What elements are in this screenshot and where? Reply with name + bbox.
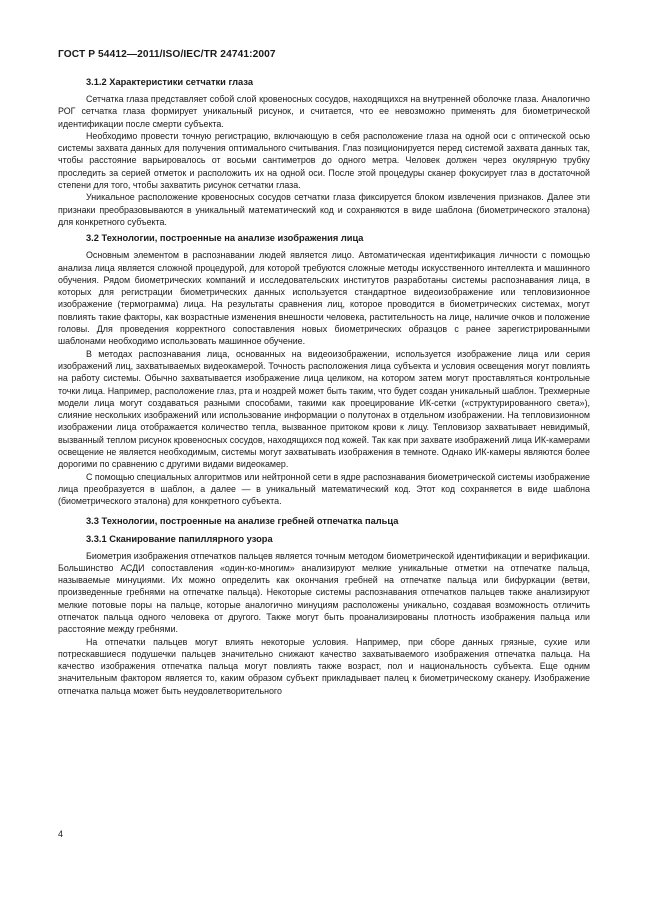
heading-3-2: 3.2 Технологии, построенные на анализе изображения лица xyxy=(86,233,364,244)
document-body xyxy=(58,75,590,697)
heading-3-3-1: 3.3.1 Сканирование папиллярного узора xyxy=(86,533,273,544)
paragraph: На отпечатки пальцев могут влиять некоторые условия. Например, при сборе данных грязные, сухие или потрескавшиеся подушечки пальцев значительно снижают качество захватываемого изображения отпечатка пальца. На качество изображения отпечатка пальца могут повлиять также возраст, пол и национальность субъекта. Еще одним значительным фактором является то, каким образом субъект прикладывает палец к биометрическому сканеру. Изображение отпечатка пальца может быть неудовлетворительного xyxy=(58,636,590,696)
heading-3-1-2: 3.1.2 Характеристики сетчатки глаза xyxy=(86,77,253,87)
paragraph: Основным элементом в распознавании людей является лицо. Автоматическая идентификация личности с помощью анализа лица является сложной процедурой, для которой требуются сложные методы искусственного интеллекта и машинного обучения. Рядом биометрических компаний и исследовательских институтов разработаны системы распознавания лица, в которых для регистрации биометрических данных используется стандартное видеоизображение или тепловизионное изображение (термограмма) лица. На результаты сравнения лиц, которое проводится в биометрических системах, могут повлиять такие факторы, как возрастные изменения внешности человека, растительность на лице, наличие очков и положение головы. Для проведения корректного сопоставления новых биометрических образцов с ранее зарегистрированными шаблонами необходимо использовать машинное обучение. xyxy=(58,250,590,347)
paragraph: Сетчатка глаза представляет собой слой кровеносных сосудов, находящихся на внутренней оболочке глаза. Аналогично РОГ сетчатка глаза формирует уникальный рисунок, и считается, что ее невозможно применять для биометрической идентификации после смерти субъекта. xyxy=(58,94,590,129)
paragraph: С помощью специальных алгоритмов или нейтронной сети в ядре распознавания биометрической системы изображение лица преобразуется в шаблон, а далее — в уникальный математический код. Этот код сохраняется в виде шаблона (биометрического эталона) для конкретного субъекта. xyxy=(58,471,590,507)
paragraph: Уникальное расположение кровеносных сосудов сетчатки глаза фиксируется блоком извлечения признаков. Далее эти признаки преобразовываются в уникальный математический код и сохраняются в виде шаблона (биометрического эталона) для конкретного субъекта. xyxy=(58,192,590,227)
heading-3-3: 3.3 Технологии, построенные на анализе гребней отпечатка пальца xyxy=(86,515,399,526)
paragraph: Биометрия изображения отпечатков пальцев является точным методом биометрической идентификации и верификации. Большинство АСДИ сопоставления «один-ко-многим» анализируют мелкие уникальные отметки на отпечатке пальца, называемые минуциями. Их можно определить как окончания гребней на отпечатке пальца или бифуркации (ветви, произведенные гребнями на отпечатке пальца). Некоторые системы распознавания отпечатков пальцев также анализируют мелкие потовые поры на пальце, которые аналогично минуциям расположены уникально, создавая возможность отличить отпечаток пальца одного человека от другого. Также могут быть проанализированы плотность изображения пальца или расстояние между гребнями. xyxy=(58,550,590,635)
paragraph: Необходимо провести точную регистрацию, включающую в себя расположение глаза на одной оси с оптической осью системы захвата данных для получения оптимального считывания. Глаз позиционируется перед системой захвата данных так, чтобы расстояние варьировалось от восьми сантиметров до одного метра. Человек должен через окулярную трубку проследить за серией отметок и расположить их на одной оси. После этой процедуры сканер фокусирует глаз в достаточной степени для того, чтобы захватить рисунок сетчатки глаза. xyxy=(58,130,590,191)
page-number: 4 xyxy=(58,829,64,839)
paragraph: В методах распознавания лица, основанных на видеоизображении, используется изображение лица или серия изображений лиц, захватываемых видеокамерой. Точность расположения лица субъекта и условия освещения могут повлиять на работу системы. Обычно захватывается изображение лица целиком, на котором затем могут проставляться контрольные точки лица. Например, расположение глаз, рта и ноздрей может быть таким, что будет создан уникальный шаблон. Трехмерные модели лица могут создаваться разными способами, такими как проецирование ИК-сетки («структурированного света»), слияние нескольких изображений или использование информации о полутонах в отдельном изображении. На тепловизионном изображении лица отображается количество тепла, вызванное притоком крови к лицу. Тепловизор захватывает невидимый, вызванный теплом рисунок кровеносных сосудов, находящихся под кожей. Так как при захвате изображений лица ИК-камерами освещение не является необходимым, системы могут захватывать изображения в темноте. Однако ИК-камеры являются более дорогими по сравнению с другими видами видеокамер. xyxy=(58,348,590,470)
running-header: ГОСТ Р 54412—2011/ISO/IEC/TR 24741:2007 xyxy=(58,49,276,60)
